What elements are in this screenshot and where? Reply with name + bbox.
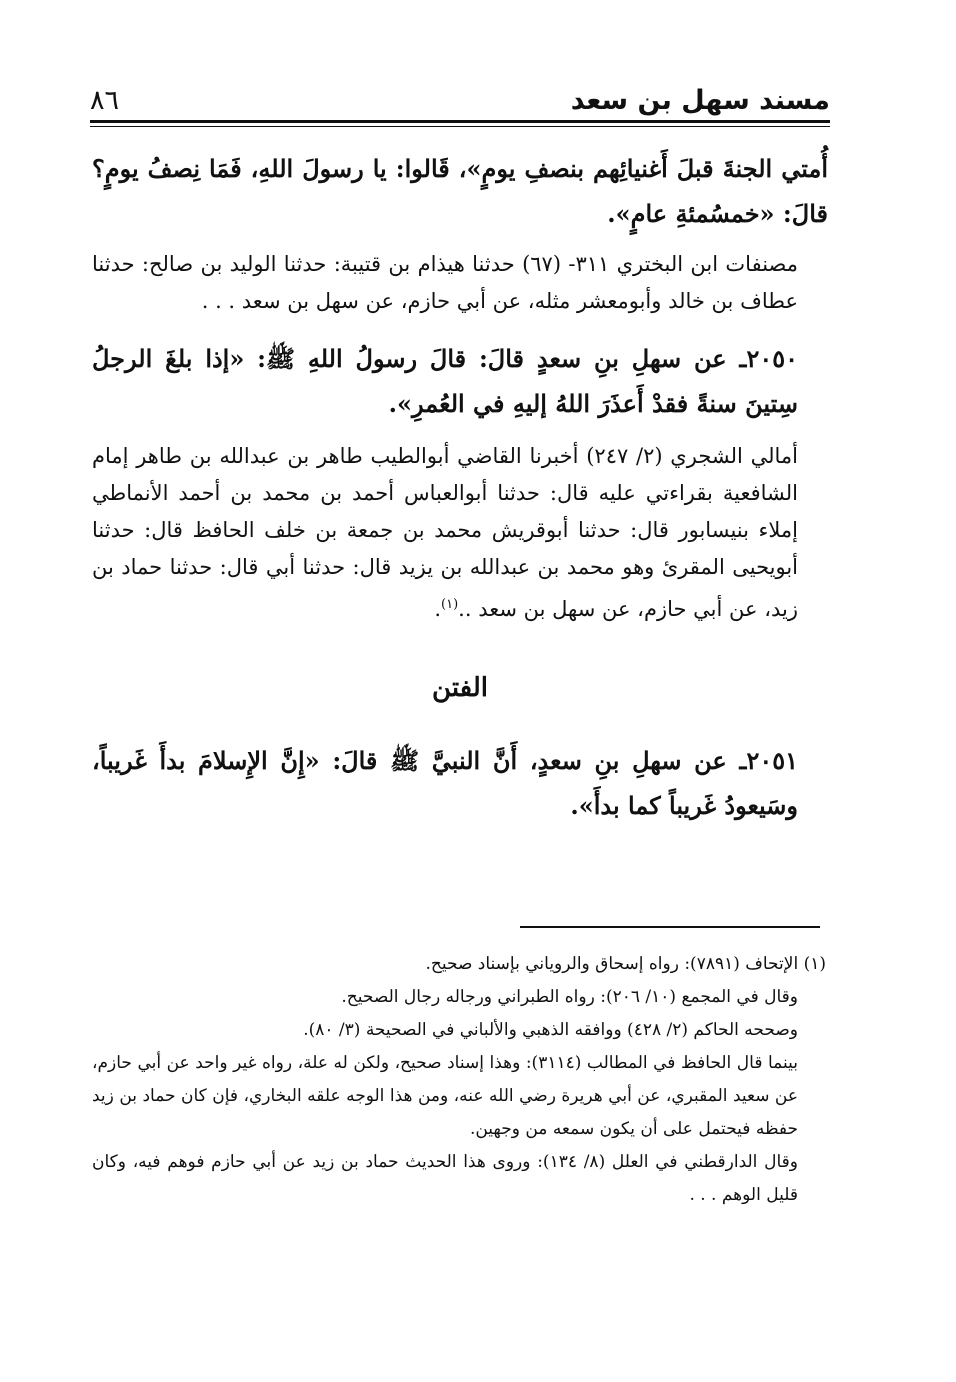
footnote-marker: (١) [441, 597, 459, 612]
hadith-2050: ٢٠٥٠ـ عن سهلِ بنِ سعدٍ قالَ: قالَ رسولُ اللهِ ﷺ: «إذا بلغَ الرجلُ سِتينَ سنةً فقدْ أَعذَرَ اللهُ إليهِ في العُمرِ». [92, 344, 798, 418]
page-header [90, 84, 830, 124]
running-title: مسند سهل بن سعد [570, 85, 830, 116]
footnotes [92, 948, 826, 1212]
footnote-line: وصححه الحاكم (٢/ ٤٢٨) ووافقه الذهبي والألباني في الصحيحة (٣/ ٨٠). [303, 1020, 798, 1040]
section-heading: الفتن [432, 673, 488, 703]
footnote-separator [520, 926, 820, 928]
sentence-end: . [434, 597, 442, 621]
footnote-line: وقال الدارقطني في العلل (٨/ ١٣٤): وروى هذا الحديث حماد بن زيد عن أبي حازم فوهم فيه، وكان قليل الوهم . . . [92, 1152, 798, 1205]
page-number: ٨٦ [90, 85, 120, 116]
footnote-line: بينما قال الحافظ في المطالب (٣١١٤): وهذا إسناد صحيح، ولكن له علة، رواه غير واحد عن أبي حازم، عن سعيد المقبري، عن أبي هريرة رضي الله عنه، ومن هذا الوجه علقه البخاري، فإن كان حماد بن زيد حفظه فيحتمل على أن يكون سمعه من وجهين. [92, 1053, 798, 1139]
main-text [92, 146, 828, 828]
header-rule-thin [90, 126, 830, 127]
footnote-line: (١) الإتحاف (٧٨٩١): رواه إسحاق والروياني بإسناد صحيح. [425, 954, 826, 974]
source-paragraph-2050 [92, 438, 828, 628]
hadith-continuation: أُمتي الجنةَ قبلَ أَغنيائِهم بنصفِ يومٍ»، قَالوا: يا رسولَ اللهِ، فَمَا نِصفُ يومٍ؟ قالَ: «خمسُمئةِ عامٍ». [92, 154, 828, 228]
source-paragraph: مصنفات ابن البختري ٣١١- (٦٧) حدثنا هيذام بن قتيبة: حدثنا الوليد بن صالح: حدثنا عطاف بن خالد وأبومعشر مثله، عن أبي حازم، عن سهل بن سعد . . . [92, 252, 799, 313]
source-text: أمالي الشجري (٢/ ٢٤٧) أخبرنا القاضي أبوالطيب طاهر بن عبدالله بن طاهر إمام الشافعية بقراءتي عليه قال: حدثنا أبوالعباس أحمد بن محمد بن أحمد الأنماطي إملاء بنيسابور قال: حدثنا أبوقريش محمد بن جمعة بن خلف الحافظ قال: حدثنا أبويحيى المقرئ وهو محمد بن عبدالله بن يزيد قال: حدثنا أبي قال: حدثنا حماد بن زيد، عن أبي حازم، عن سهل بن سعد .. [92, 444, 798, 621]
header-rule-thick [90, 120, 830, 123]
hadith-2051: ٢٠٥١ـ عن سهلِ بنِ سعدٍ، أَنَّ النبيَّ ﷺ قالَ: «إِنَّ الإِسلامَ بدأَ غَريباً، وسَيعودُ غَريباً كما بدأَ». [92, 746, 798, 820]
footnote-line: وقال في المجمع (١٠/ ٢٠٦): رواه الطبراني ورجاله رجال الصحيح. [341, 987, 798, 1007]
